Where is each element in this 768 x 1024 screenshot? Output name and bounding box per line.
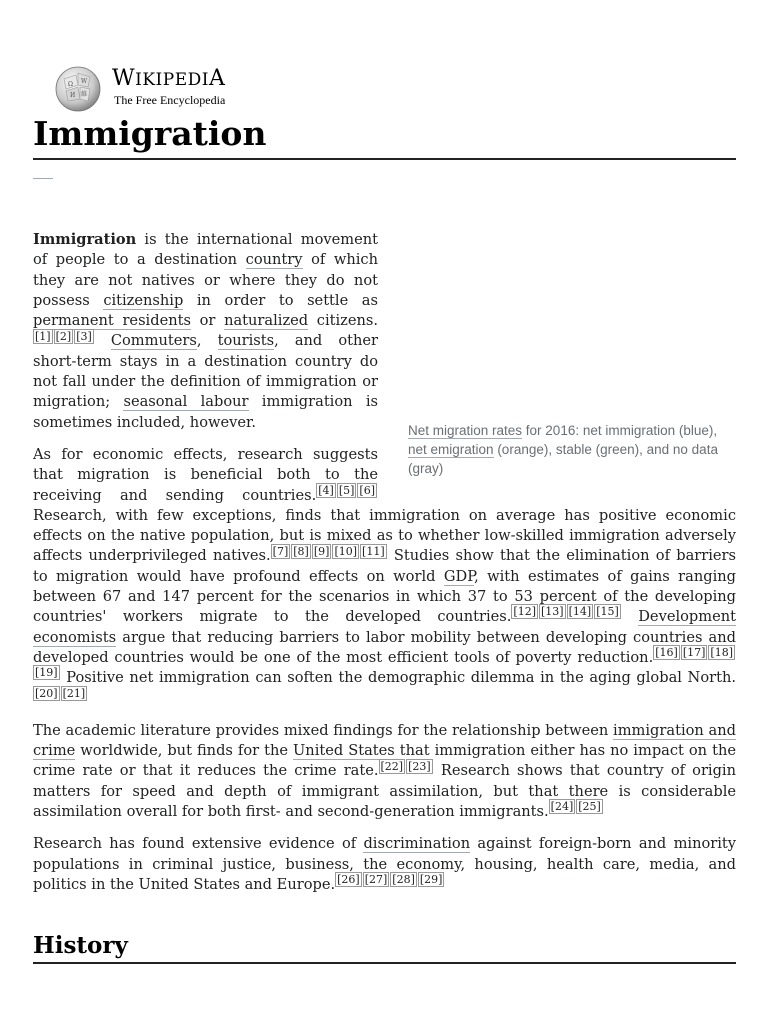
- link-tourists[interactable]: tourists: [217, 332, 275, 350]
- migration-map-figure: [404, 230, 736, 480]
- citation-group[interactable]: [7] [8] [9] [10] [11]: [272, 544, 385, 558]
- link-commuters[interactable]: Commuters: [110, 332, 197, 350]
- citation-group[interactable]: [22] [23]: [380, 759, 431, 773]
- bold-term: Immigration: [33, 231, 137, 248]
- link-permanent-residents[interactable]: permanent residents: [33, 312, 191, 330]
- link-naturalized[interactable]: naturalized: [224, 312, 309, 330]
- link-discrimination[interactable]: discrimination: [363, 835, 471, 853]
- figure-caption: Net migration rates for 2016: net immigration (blue), net emigration (orange), stable (green), and no data (gray): [408, 423, 718, 476]
- paragraph-discrimination: Research has found extensive evidence of discrimination against foreign-born and minority populations in criminal justice, business, the economy, housing, health care, media, and politics in the United States and Europe. [26] [27] [28] [29]: [33, 835, 737, 893]
- link-gdp[interactable]: GDP: [443, 567, 475, 585]
- paragraph-economic: As for economic effects, research suggests that migration is beneficial both to the receiving and sending countries. [4] [5] [6] Research, with few exceptions, finds that immigration on average has positive economic effects on the native population, but is mixed as to whether low-skilled immigration adversely affects underprivileged natives. [7] [8] [9] [10] [11] Studies show that the elimination of barriers to migration would have profound effects on world GDP, with estimates of gains ranging between 67 and 147 percent for the scenarios in which 37 to 53 percent of the developing countries' workers migrate to the developed countries. [12] [13] [14] [15] Development economists argue that reducing barriers to labor mobility between developing countries and developed countries would be one of the most efficient tools of poverty reduction. [16] [17] [18][19] Positive net immigration can soften the demographic dilemma in the aging global North.[20] [21]: [33, 445, 736, 700]
- link-seasonal-labour[interactable]: seasonal labour: [123, 393, 249, 411]
- citation-group[interactable]: [16] [17] [18][19]: [35, 646, 733, 680]
- globe-glyph: Ω: [68, 81, 73, 88]
- wikipedia-tagline: The Free Encyclopedia: [114, 93, 226, 107]
- paragraph-intro: Immigration is the international movement of people to a destination country of which they are not natives or where they do not possess citizenship in order to settle as permanent residents or naturalized citizens.[1] [2] [3] Commuters, tourists, and other short-term stays in a destination country do not fall under the definition of immigration or migration; seasonal labour immigration is sometimes included, however.: [33, 231, 379, 431]
- wikipedia-wordmark: WIKIPEDIA: [112, 66, 226, 91]
- divider: [33, 178, 53, 179]
- paragraph-crime: The academic literature provides mixed findings for the relationship between immigration and crime worldwide, but finds for the United States that immigration either has no impact on the crime rate or that it reduces the crime rate. [22] [23] Research shows that country of origin matters for speed and depth of immigrant assimilation, but that there is considerable assimilation overall for both first- and second-generation immigrants. [24] [25]: [33, 721, 736, 821]
- citation-group[interactable]: [4] [5] [6]: [318, 483, 375, 497]
- citation-group[interactable]: [24] [25]: [550, 800, 601, 814]
- citation-group[interactable]: [26] [27] [28] [29]: [337, 873, 443, 887]
- globe-glyph: W: [81, 78, 88, 85]
- citation-group[interactable]: [1] [2] [3]: [35, 329, 92, 343]
- globe-glyph: 維: [81, 91, 88, 98]
- caption-link-net-emigration[interactable]: net emigration: [408, 442, 494, 457]
- page-title: Immigration: [33, 110, 736, 160]
- link-country[interactable]: country: [245, 251, 303, 269]
- migration-map-image[interactable]: [404, 230, 736, 415]
- wikipedia-globe-icon: [54, 65, 102, 113]
- globe-glyph: И: [70, 92, 76, 99]
- citation-group[interactable]: [20] [21]: [35, 686, 86, 700]
- link-development-economists[interactable]: Development economists: [33, 608, 736, 646]
- link-immigration-and-crime[interactable]: immigration and crime: [33, 721, 736, 760]
- link-united-states[interactable]: United States: [293, 742, 395, 760]
- section-heading-history: History: [33, 930, 736, 964]
- article-content: [33, 230, 736, 907]
- link-citizenship[interactable]: citizenship: [103, 291, 184, 309]
- caption-link-net-migration-rates[interactable]: Net migration rates: [408, 423, 523, 438]
- citation-group[interactable]: [12] [13] [14] [15]: [513, 605, 619, 619]
